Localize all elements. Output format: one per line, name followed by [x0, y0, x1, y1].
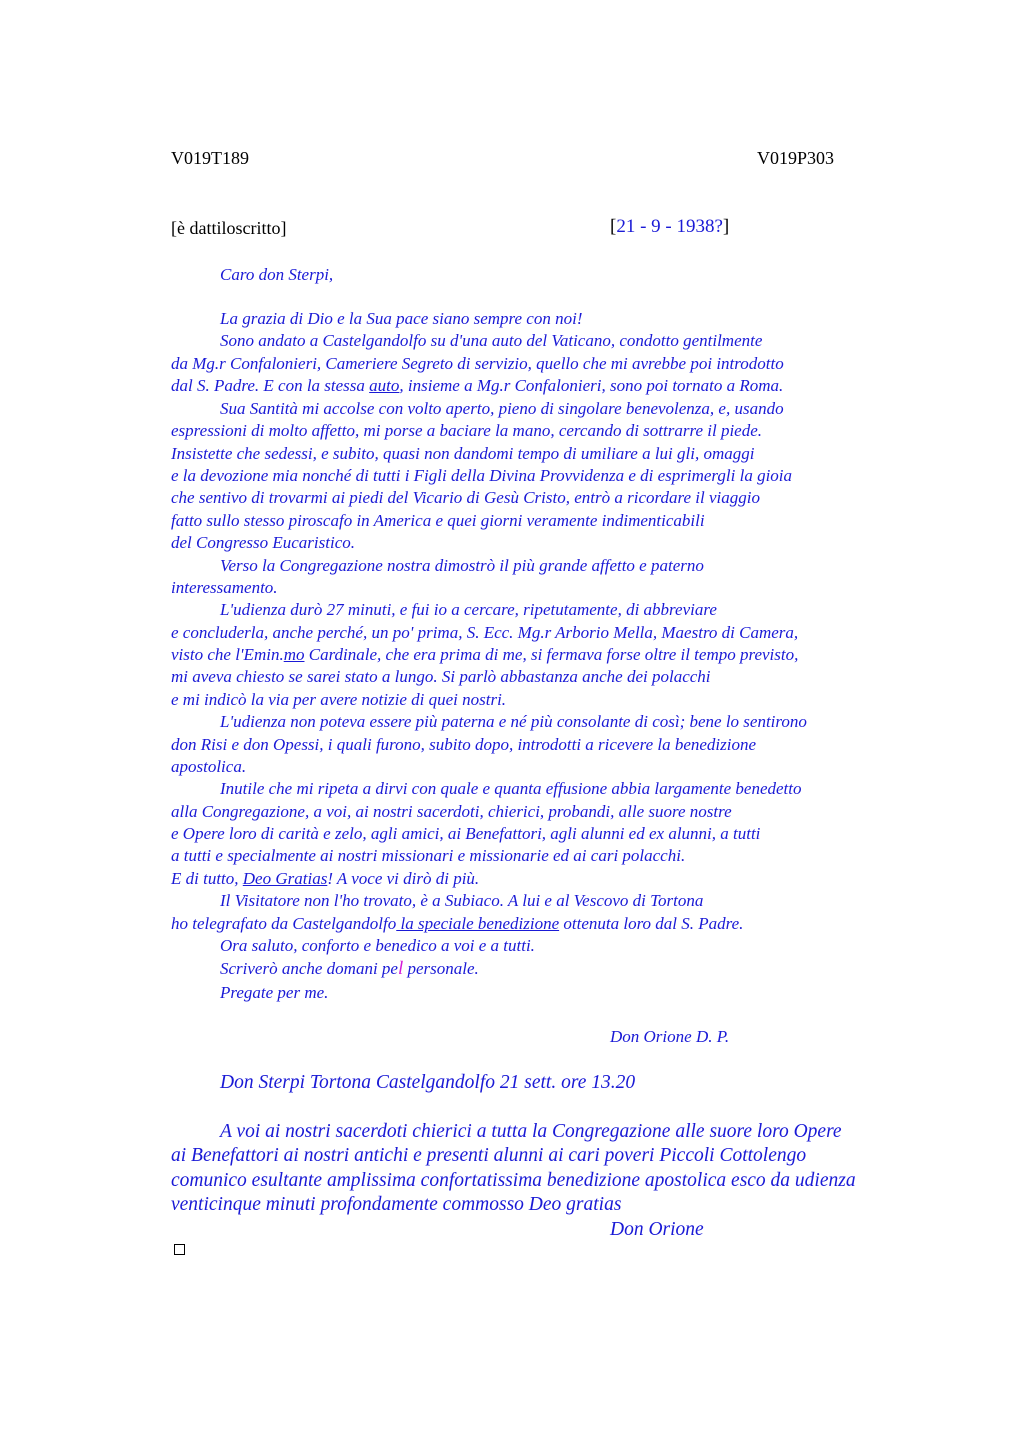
text-segment: ho telegrafato da Castelgandolfo [171, 914, 397, 933]
letter-line-2: Sono andato a Castelgandolfo su d'una auto del Vaticano, condotto gentilmente [220, 331, 763, 350]
text-segment: ottenuta loro dal S. Padre. [559, 914, 744, 933]
letter-line-23: alla Congregazione, a voi, ai nostri sacerdoti, chierici, probandi, alle suore nostre [171, 802, 732, 821]
date-value: 21 - 9 - 1938? [616, 216, 723, 237]
text-segment: dal S. Padre. E con la stessa [171, 376, 370, 395]
telegram-line-3: comunico esultante amplissima confortatissima benedizione apostolica esco da udienza [171, 1170, 856, 1191]
date-bracket-close: ] [722, 216, 730, 237]
date-field [610, 216, 729, 238]
letter-line-19: L'udienza non poteva essere più paterna e né più consolante di così; bene lo sentirono [220, 712, 807, 731]
text-segment: visto che l'Emin. [171, 645, 284, 664]
letter-line-13: interessamento. [171, 578, 278, 597]
text-segment: personale. [403, 959, 479, 978]
letter-line-15: e concluderla, anche perché, un po' prima, S. Ecc. Mg.r Arborio Mella, Maestro di Camera, [171, 623, 799, 642]
letter-line-30 [220, 958, 479, 980]
letter-line-10: fatto sullo stesso piroscafo in America e quei giorni veramente indimenticabili [171, 511, 705, 530]
telegram-header: Don Sterpi Tortona Castelgandolfo 21 sett. ore 13.20 [220, 1072, 636, 1093]
telegram-signature: Don Orione [610, 1219, 704, 1240]
letter-line-14: L'udienza durò 27 minuti, e fui io a cercare, ripetutamente, di abbreviare [220, 600, 717, 619]
code-left: V019T189 [171, 148, 249, 168]
letter-line-31: Pregate per me. [220, 983, 329, 1002]
letter-line-11: del Congresso Eucaristico. [171, 533, 355, 552]
telegram-line-1: A voi ai nostri sacerdoti chierici a tutta la Congregazione alle suore loro Opere [220, 1121, 842, 1142]
letter-signature: Don Orione D. P. [610, 1027, 730, 1046]
letter-line-1: La grazia di Dio e la Sua pace siano sempre con noi! [220, 309, 583, 328]
letter-line-24: e Opere loro di carità e zelo, agli amici, ai Benefattori, agli alunni ed ex alunni, a tutti [171, 824, 761, 843]
correction-letter: l [397, 958, 404, 979]
telegram-line-4: venticinque minuti profondamente commosso Deo gratias [171, 1194, 622, 1215]
text-segment: Scriverò anche domani pe [220, 959, 398, 978]
letter-line-27: Il Visitatore non l'ho trovato, è a Subiaco. A lui e al Vescovo di Tortona [220, 891, 704, 910]
typescript-note: [è dattiloscritto] [171, 218, 287, 238]
text-segment: E di tutto, [171, 869, 243, 888]
letter-line-3: da Mg.r Confalonieri, Cameriere Segreto di servizio, quello che mi avrebbe poi introdotto [171, 354, 784, 373]
end-of-text-square [174, 1244, 185, 1255]
letter-line-6: espressioni di molto affetto, mi porse a baciare la mano, cercando di sottrarre il piede. [171, 421, 763, 440]
underlined-deo-gratias: Deo Gratias [242, 869, 328, 888]
letter-line-5: Sua Santità mi accolse con volto aperto, pieno di singolare benevolenza, e, usando [220, 399, 784, 418]
code-right: V019P303 [757, 148, 835, 168]
date-bracket-open: [ [610, 216, 617, 237]
telegram-line-2: ai Benefattori ai nostri antichi e presenti alunni ai cari poveri Piccoli Cottolengo [171, 1145, 807, 1166]
underlined-benedizione: la speciale benedizione [396, 914, 560, 933]
letter-line-9: che sentivo di trovarmi ai piedi del Vicario di Gesù Cristo, entrò a ricordare il viaggio [171, 488, 760, 507]
underlined-word-auto: auto [369, 376, 400, 395]
underlined-abbrev-mo: mo [283, 645, 305, 664]
letter-line-22: Inutile che mi ripeta a dirvi con quale e quanta effusione abbia largamente benedetto [220, 779, 802, 798]
letter-line-17: mi aveva chiesto se sarei stato a lungo. Si parlò abbastanza anche dei polacchi [171, 667, 711, 686]
letter-line-29: Ora saluto, conforto e benedico a voi e a tutti. [220, 936, 535, 955]
text-segment: ! A voce vi dirò di più. [327, 869, 480, 888]
letter-line-21: apostolica. [171, 757, 247, 776]
letter-line-16 [171, 644, 798, 666]
text-segment: Cardinale, che era prima di me, si fermava forse oltre il tempo previsto, [304, 645, 799, 664]
salutation: Caro don Sterpi, [220, 265, 334, 284]
letter-line-25: a tutti e specialmente ai nostri missionari e missionarie ed ai cari polacchi. [171, 846, 686, 865]
letter-line-4 [171, 375, 783, 397]
letter-line-12: Verso la Congregazione nostra dimostrò il più grande affetto e paterno [220, 556, 704, 575]
letter-line-28 [171, 913, 743, 935]
letter-line-26 [171, 868, 479, 890]
letter-line-20: don Risi e don Opessi, i quali furono, subito dopo, introdotti a ricevere la benedizione [171, 735, 757, 754]
letter-line-7: Insistette che sedessi, e subito, quasi non dandomi tempo di umiliare a lui gli, omaggi [171, 444, 755, 463]
letter-line-8: e la devozione mia nonché di tutti i Figli della Divina Provvidenza e di esprimergli la gioia [171, 466, 793, 485]
letter-line-18: e mi indicò la via per avere notizie di quei nostri. [171, 690, 507, 709]
text-segment: , insieme a Mg.r Confalonieri, sono poi tornato a Roma. [399, 376, 784, 395]
